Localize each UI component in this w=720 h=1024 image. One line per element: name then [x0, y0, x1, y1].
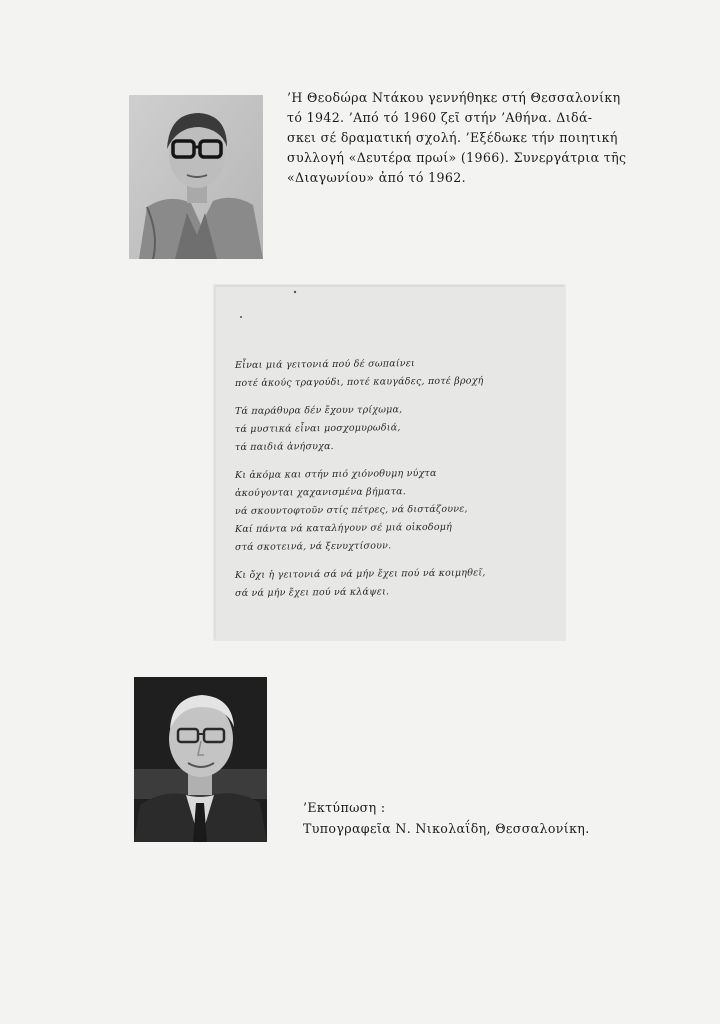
handwritten-poem-facsimile — [213, 284, 566, 641]
poem-line: τά μυστικά εἶναι μοσχομυρωδιά, — [234, 422, 401, 435]
imprint-credit — [303, 797, 590, 839]
poem-line: Κι ἀκόμα και στήν πιό χιόνοθυμη νύχτα — [234, 467, 437, 481]
poem-line: Κι ὄχι ἡ γειτονιά σά νά μήν ἔχει πού νά κοιμηθεῖ, — [234, 567, 486, 581]
poem-line: ἀκούγονται χαχανισμένα βήματα. — [234, 486, 407, 499]
handwritten-poem-text — [235, 357, 486, 603]
poem-line: στά σκοτεινά, νά ξενυχτίσουν. — [234, 540, 392, 553]
poem-line: ποτέ ἀκούς τραγούδι, ποτέ καυγάδες, ποτέ βροχή — [234, 375, 484, 389]
author-portrait-photo — [129, 95, 263, 259]
bio-line: σκει σέ δραματική σχολή. ’Εξέδωκε τήν ποιητική — [287, 130, 618, 145]
imprint-printer: Τυπογραφεῖα Ν. Νικολαΐδη, Θεσσαλονίκη. — [303, 821, 590, 836]
bio-line: «Διαγωνίου» ἀπό τό 1962. — [287, 170, 466, 185]
imprint-label: ’Εκτύπωση : — [303, 800, 386, 815]
poem-line: Καί πάντα νά καταλήγουν σέ μιά οἰκοδομή — [234, 521, 453, 535]
bio-line: τό 1942. ’Από τό 1960 ζεῖ στήν ’Αθήνα. Διδά- — [287, 110, 593, 125]
printer-portrait-photo — [134, 677, 267, 842]
poem-line: νά σκουντοφτοῦν στίς πέτρες, νά διστάζουνε, — [234, 503, 468, 517]
bio-line: ’Η Θεοδώρα Ντάκου γεννήθηκε στή Θεσσαλονίκη — [287, 90, 621, 105]
poem-line: Εἶναι μιά γειτονιά πού δέ σωπαίνει — [234, 358, 415, 371]
poem-line: τά παιδιά ἀνήσυχα. — [234, 440, 334, 453]
poem-line: σά νά μήν ἔχει πού νά κλάψει. — [234, 586, 390, 599]
poem-line: Τά παράθυρα δέν ἔχουν τρίχωμα, — [234, 404, 403, 417]
bio-line: συλλογή «Δευτέρα πρωί» (1966). Συνεργάτρια τῆς — [287, 150, 627, 165]
author-biography — [287, 88, 655, 188]
